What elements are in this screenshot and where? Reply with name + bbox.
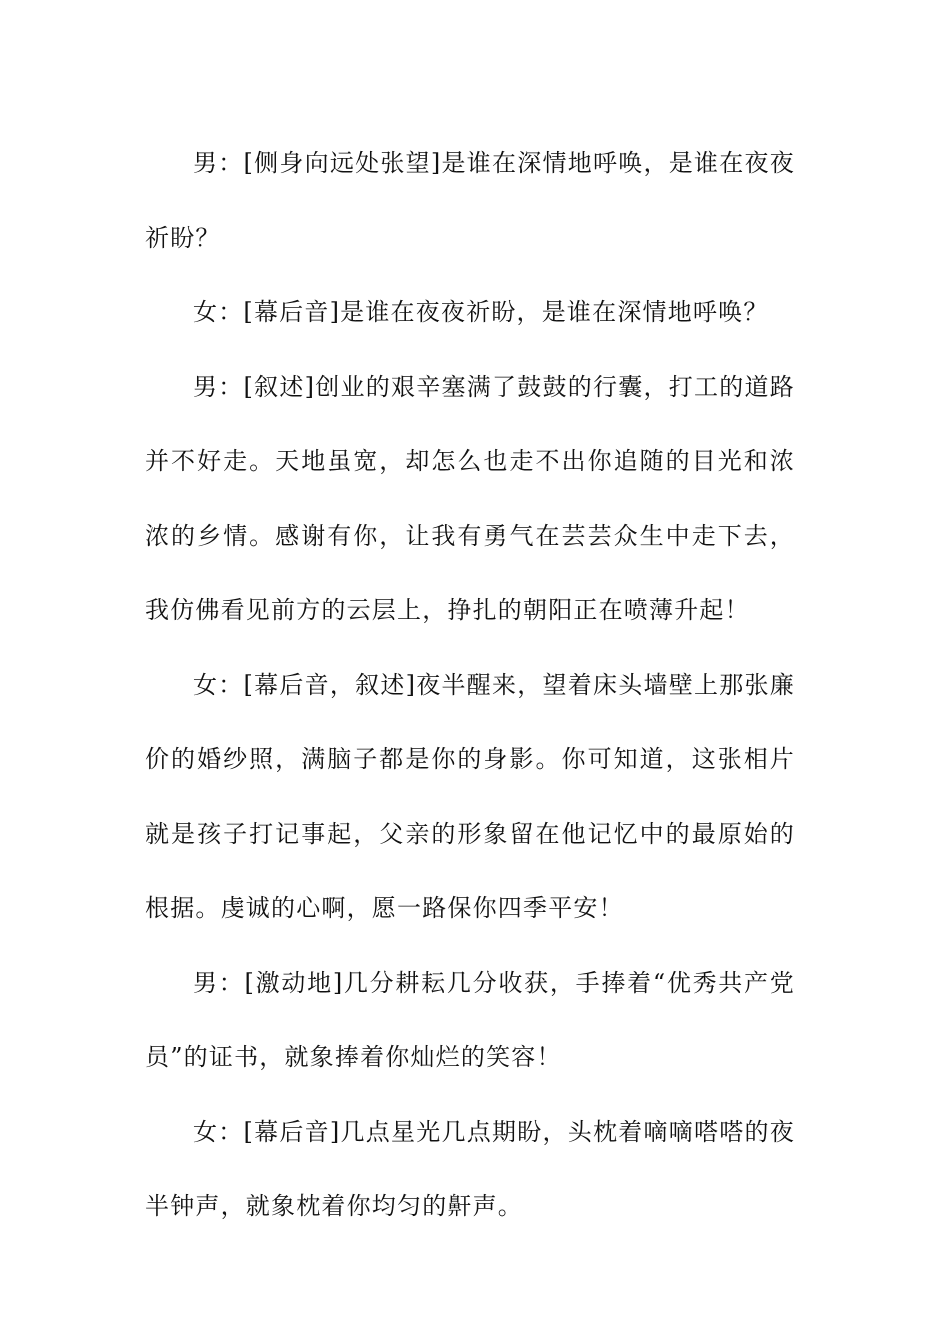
paragraph-male-excited: 男：[激动地]几分耕耘几分收获，手捧着“优秀共产党员”的证书，就象捧着你灿烂的笑容！ xyxy=(145,968,795,1071)
paragraph-female-narration: 女：[幕后音，叙述]夜半醒来，望着床头墙壁上那张廉价的婚纱照，满脑子都是你的身影。你可知道，这张相片就是孩子打记事起，父亲的形象留在他记忆中的最原始的根据。虔诚的心啊，愿一路保你四季平安！ xyxy=(145,670,795,922)
paragraph-female-offstage-reply: 女：[幕后音]是谁在夜夜祈盼，是谁在深情地呼唤？ xyxy=(193,298,769,326)
paragraph-male-calling: 男：[侧身向远处张望]是谁在深情地呼唤，是谁在夜夜祈盼？ xyxy=(145,149,795,252)
paragraph-female-night: 女：[幕后音]几点星光几点期盼，头枕着嘀嘀嗒嗒的夜半钟声，就象枕着你均匀的鼾声。 xyxy=(145,1117,795,1220)
paragraph-male-narration: 男：[叙述]创业的艰辛塞满了鼓鼓的行囊，打工的道路并不好走。天地虽宽，却怎么也走不出你追随的目光和浓浓的乡情。感谢有你，让我有勇气在芸芸众生中走下去，我仿佛看见前方的云层上，挣扎的朝阳正在喷薄升起！ xyxy=(145,372,795,624)
document-body xyxy=(145,126,795,1244)
